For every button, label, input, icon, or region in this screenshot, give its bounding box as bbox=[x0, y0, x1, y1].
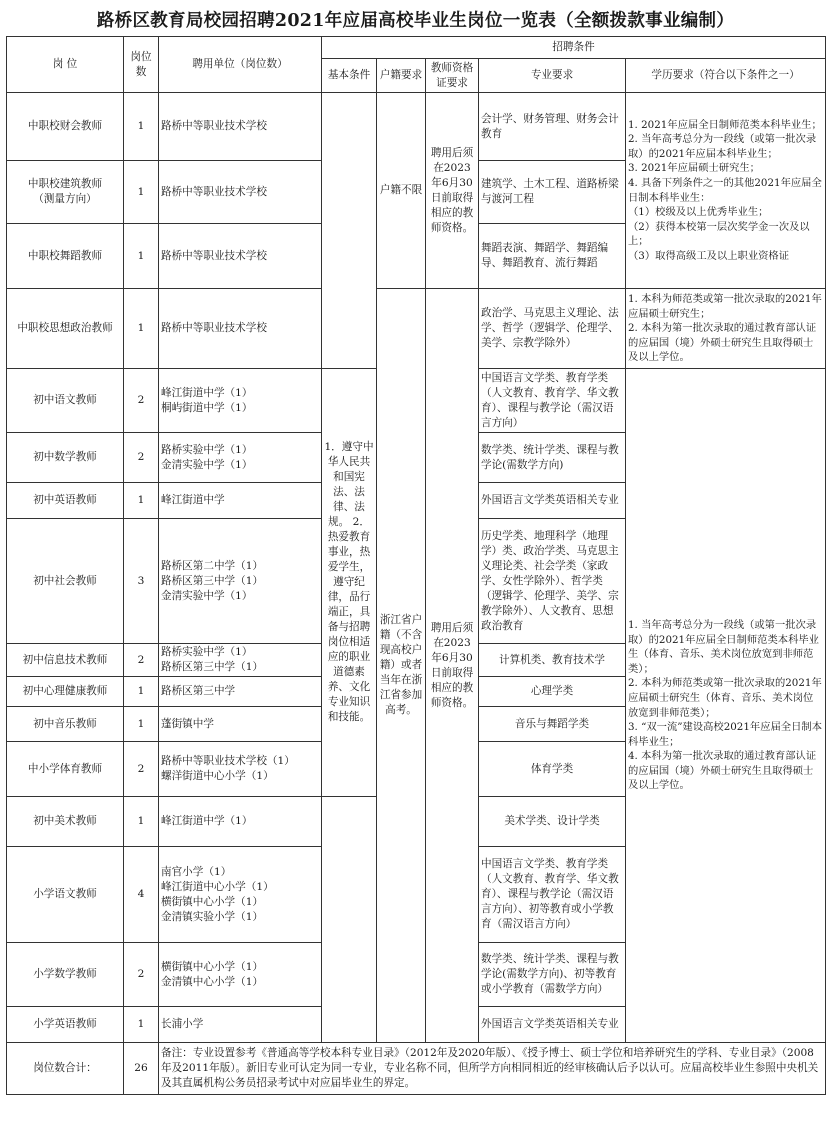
cell-post: 中小学体育教师 bbox=[7, 742, 124, 797]
cell-count: 1 bbox=[124, 161, 159, 224]
cell-post: 初中心理健康教师 bbox=[7, 677, 124, 707]
cell-post: 中职校舞蹈教师 bbox=[7, 224, 124, 289]
cell-post: 初中数学教师 bbox=[7, 433, 124, 483]
cell-post: 初中语文教师 bbox=[7, 369, 124, 433]
cell-huji-a: 户籍不限 bbox=[377, 93, 426, 289]
cell-edu-c: 1. 当年高考总分为一段线（或第一批次录取）的2021年应届全日制师范类本科毕业生（体育、音乐、美术岗位放宽到非师范类）； 2. 本科为师范类或第一批次录取的2021年应届硕士研究生（体育、音乐、美术岗位放宽到非师范类）； 3. “双一流”建设高校2021年应届全日制本科毕业生； 4. 本科为第一批次录取的通过教育部认证的应届国（境）外硕士研究生且取得硕士及以上学位。 bbox=[626, 369, 826, 1043]
cell-count: 1 bbox=[124, 483, 159, 519]
cell-major: 外国语言文学类英语相关专业 bbox=[479, 1007, 626, 1043]
cell-unit: 路桥实验中学（1） 路桥区第三中学（1） bbox=[159, 644, 322, 677]
header-cert: 教师资格证要求 bbox=[426, 59, 479, 93]
cell-post: 中职校思想政治教师 bbox=[7, 289, 124, 369]
cell-unit: 峰江街道中学（1） bbox=[159, 797, 322, 847]
cell-unit: 长浦小学 bbox=[159, 1007, 322, 1043]
cell-major: 中国语言文学类、教育学类（人文教育、教育学、华文教育）、课程与教学论（需汉语言方向）、初等教育或小学教育（需汉语言方向） bbox=[479, 847, 626, 943]
cell-major: 舞蹈表演、舞蹈学、舞蹈编导、舞蹈教育、流行舞蹈 bbox=[479, 224, 626, 289]
cell-post: 初中社会教师 bbox=[7, 519, 124, 644]
cell-unit: 路桥区第三中学 bbox=[159, 677, 322, 707]
header-basic: 基本条件 bbox=[322, 59, 377, 93]
header-edu: 学历要求（符合以下条件之一） bbox=[626, 59, 826, 93]
header-unit: 聘用单位（岗位数） bbox=[159, 37, 322, 93]
cell-major: 中国语言文学类、教育学类（人文教育、教育学、华文教育）、课程与教学论（需汉语言方向） bbox=[479, 369, 626, 433]
cell-post: 初中信息技术教师 bbox=[7, 644, 124, 677]
cell-major: 会计学、财务管理、财务会计教育 bbox=[479, 93, 626, 161]
cell-major: 美术学类、设计学类 bbox=[479, 797, 626, 847]
cell-major: 数学类、统计学类、课程与教学论(需数学方向)、初等教育或小学教育（需数学方向） bbox=[479, 943, 626, 1007]
cell-unit: 蓬街镇中学 bbox=[159, 707, 322, 742]
cell-cert-a: 聘用后须在2023年6月30日前取得相应的教师资格。 bbox=[426, 93, 479, 289]
recruitment-table bbox=[6, 36, 826, 1095]
page-title: 路桥区教育局校园招聘2021年应届高校毕业生岗位一览表（全额拨款事业编制） bbox=[96, 11, 735, 31]
cell-count: 1 bbox=[124, 1007, 159, 1043]
cell-count: 2 bbox=[124, 742, 159, 797]
cell-major: 计算机类、教育技术学 bbox=[479, 644, 626, 677]
cell-unit: 路桥中等职业技术学校 bbox=[159, 224, 322, 289]
cell-major: 政治学、马克思主义理论、法学、哲学（逻辑学、伦理学、美学、宗教学除外） bbox=[479, 289, 626, 369]
cell-major: 音乐与舞蹈学类 bbox=[479, 707, 626, 742]
cell-blank bbox=[322, 797, 377, 1043]
cell-major: 数学类、统计学类、课程与教学论(需数学方向) bbox=[479, 433, 626, 483]
cell-unit: 路桥中等职业技术学校 bbox=[159, 93, 322, 161]
header-count: 岗位数 bbox=[124, 37, 159, 93]
header-huji: 户籍要求 bbox=[377, 59, 426, 93]
cell-unit: 南官小学（1） 峰江街道中心小学（1） 横街镇中心小学（1） 金清镇实验小学（1） bbox=[159, 847, 322, 943]
cell-post: 中职校财会教师 bbox=[7, 93, 124, 161]
cell-huji-b: 浙江省户籍（不含现高校户籍）或者当年在浙江省参加高考。 bbox=[377, 289, 426, 1043]
total-count: 26 bbox=[124, 1043, 159, 1095]
cell-post: 初中美术教师 bbox=[7, 797, 124, 847]
cell-unit: 路桥区第二中学（1） 路桥区第三中学（1） 金清实验中学（1） bbox=[159, 519, 322, 644]
cell-cert-b: 聘用后须在2023年6月30日前取得相应的教师资格。 bbox=[426, 289, 479, 1043]
cell-post: 中职校建筑教师 （测量方向） bbox=[7, 161, 124, 224]
cell-major: 历史学类、地理科学（地理学）类、政治学类、马克思主义理论类、社会学类（家政学、女性学除外）、哲学类（逻辑学、伦理学、美学、宗教学除外）、人文教育、思想政治教育 bbox=[479, 519, 626, 644]
cell-count: 2 bbox=[124, 943, 159, 1007]
cell-count: 1 bbox=[124, 289, 159, 369]
cell-unit: 路桥中等职业技术学校 bbox=[159, 289, 322, 369]
header-major: 专业要求 bbox=[479, 59, 626, 93]
cell-count: 2 bbox=[124, 644, 159, 677]
cell-major: 建筑学、土木工程、道路桥梁与渡河工程 bbox=[479, 161, 626, 224]
cell-blank bbox=[322, 93, 377, 369]
cell-basic: 1．遵守中华人民共和国宪法、法律、法规。 2．热爱教育事业，热爱学生，遵守纪律，品行端正，具备与招聘岗位相适应的职业道德素养、文化专业知识和技能。 bbox=[322, 369, 377, 797]
cell-count: 1 bbox=[124, 797, 159, 847]
cell-post: 小学语文教师 bbox=[7, 847, 124, 943]
cell-count: 1 bbox=[124, 224, 159, 289]
cell-unit: 路桥中等职业技术学校（1） 螺洋街道中心小学（1） bbox=[159, 742, 322, 797]
cell-count: 4 bbox=[124, 847, 159, 943]
cell-post: 小学数学教师 bbox=[7, 943, 124, 1007]
total-label: 岗位数合计： bbox=[7, 1043, 124, 1095]
cell-count: 1 bbox=[124, 677, 159, 707]
cell-unit: 峰江街道中学 bbox=[159, 483, 322, 519]
cell-unit: 路桥中等职业技术学校 bbox=[159, 161, 322, 224]
cell-major: 体育学类 bbox=[479, 742, 626, 797]
total-note: 备注：专业设置参考《普通高等学校本科专业目录》（2012年及2020年版）、《授予博士、硕士学位和培养研究生的学科、专业目录》（2008年及2011年版）。新旧专业可认定为同一专业，专业名称不同，但所学方向相同相近的经审核确认后予以认可。应届高校毕业生参照中央机关及其直属机构公务员招录考试中对应届毕业生的界定。 bbox=[159, 1043, 826, 1095]
cell-major: 外国语言文学类英语相关专业 bbox=[479, 483, 626, 519]
cell-edu-a: 1. 2021年应届全日制师范类本科毕业生； 2. 当年高考总分为一段线（或第一批次录取）的2021年应届本科毕业生； 3. 2021年应届硕士研究生； 4. 具备下列条件之一的其他2021年应届全日制本科毕业生： （1）校级及以上优秀毕业生； （2）获得本校第一层次奖学金一次及以上； （3）取得高级工及以上职业资格证 bbox=[626, 93, 826, 289]
cell-unit: 横街镇中心小学（1） 金清镇中心小学（1） bbox=[159, 943, 322, 1007]
cell-count: 1 bbox=[124, 93, 159, 161]
cell-count: 2 bbox=[124, 369, 159, 433]
cell-post: 初中英语教师 bbox=[7, 483, 124, 519]
cell-count: 2 bbox=[124, 433, 159, 483]
header-conditions: 招聘条件 bbox=[322, 37, 826, 59]
cell-post: 小学英语教师 bbox=[7, 1007, 124, 1043]
cell-post: 初中音乐教师 bbox=[7, 707, 124, 742]
header-post: 岗 位 bbox=[7, 37, 124, 93]
cell-count: 1 bbox=[124, 707, 159, 742]
cell-count: 3 bbox=[124, 519, 159, 644]
cell-major: 心理学类 bbox=[479, 677, 626, 707]
cell-edu-b: 1. 本科为师范类或第一批次录取的2021年应届硕士研究生； 2. 本科为第一批次录取的通过教育部认证的应届国（境）外硕士研究生且取得硕士及以上学位。 bbox=[626, 289, 826, 369]
cell-unit: 峰江街道中学（1） 桐屿街道中学（1） bbox=[159, 369, 322, 433]
cell-unit: 路桥实验中学（1） 金清实验中学（1） bbox=[159, 433, 322, 483]
